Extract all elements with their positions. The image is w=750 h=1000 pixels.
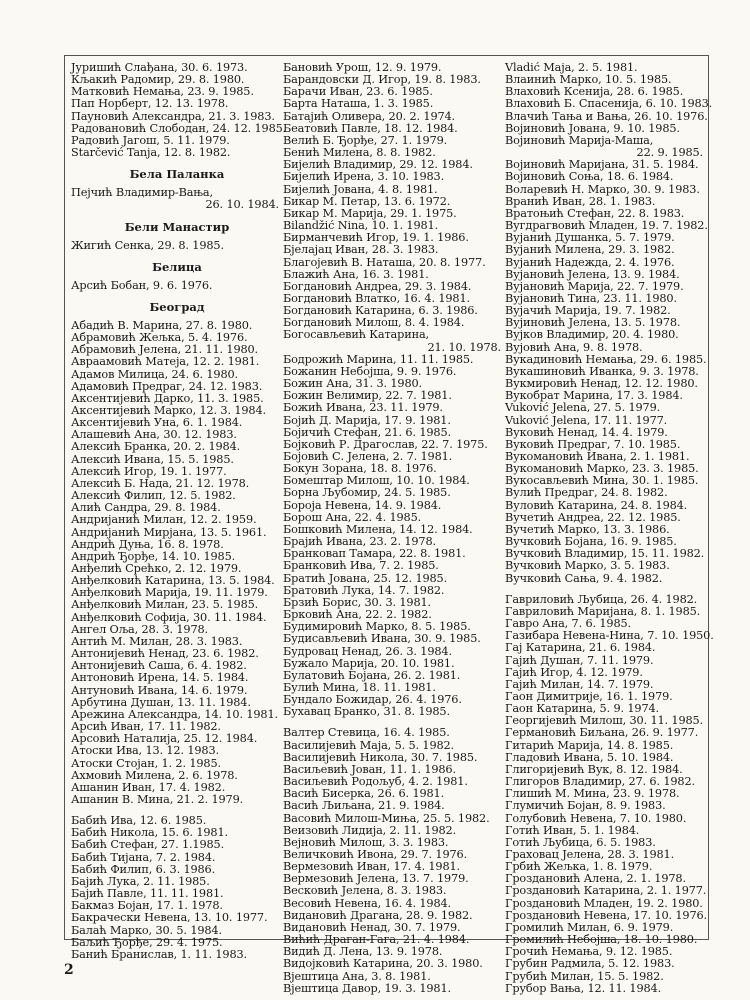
listing-entry: Гроздановић Алена, 2. 1. 1978. [505, 872, 686, 886]
listing-entry: Валтер Стевица, 16. 4. 1985. [283, 726, 450, 740]
listing-entry: Влаховић Ксенија, 28. 6. 1985. [505, 85, 684, 99]
listing-entry: Веизовић Лидија, 2. 11. 1982. [283, 823, 457, 837]
listing-entry: Вујачић Марија, 19. 7. 1982. [505, 304, 671, 318]
listing-entry: Блажић Ана, 16. 3. 1981. [283, 267, 429, 281]
listing-entry: Арсић Бобан, 9. 6. 1976. [71, 278, 213, 292]
listing-entry: Аксентијевић Марко, 12. 3. 1984. [71, 403, 266, 417]
listing-entry: Бабић Филип, 6. 3. 1986. [71, 862, 216, 876]
listing-entry: Војиновић Маријана, 31. 5. 1984. [505, 158, 699, 172]
listing-entry: Вујанић Надежда, 2. 4. 1976. [505, 255, 675, 269]
listing-entry: Гајић Игор, 4. 12. 1979. [505, 665, 643, 679]
listing-entry: Видић Д. Лена, 13. 9. 1978. [283, 945, 443, 959]
listing-entry: Батајић Оливера, 20. 2. 1974. [283, 109, 455, 123]
listing-entry: Богдановић Влатко, 16. 4. 1981. [283, 291, 470, 305]
listing-entry: Бикар М. Петар, 13. 6. 1972. [283, 194, 451, 208]
city-heading: Белица [152, 259, 202, 274]
listing-entry: Алексић Ивана, 15. 5. 1985. [71, 452, 234, 466]
listing-entry: Будимировић Марко, 8. 5. 1985. [283, 620, 471, 634]
listing-entry: Пап Норберт, 12. 13. 1978. [71, 97, 229, 111]
listing-entry: Вујановић Тина, 23. 11. 1980. [505, 291, 677, 305]
listing-entry: Бабић Тијана, 7. 2. 1984. [71, 850, 216, 864]
listing-entry: Вујановић Јелена, 13. 9. 1984. [505, 267, 680, 281]
listing-entry: Грубић Милан, 15. 5. 1982. [505, 969, 664, 983]
listing-entry: Бановић Урош, 12. 9. 1979. [283, 61, 442, 74]
listing-entry: Бојић Д. Марија, 17. 9. 1981. [283, 413, 451, 427]
listing-entry: Анђелковић Марија, 19. 11. 1979. [71, 586, 268, 600]
listing-entry: Германовић Биљана, 26. 9. 1977. [505, 726, 699, 740]
listing-entry: Вукомановић Марко, 23. 3. 1985. [505, 462, 699, 476]
listing-entry: Ашанин В. Мина, 21. 2. 1979. [71, 792, 244, 806]
listing-entry: Антоновић Ирена, 14. 5. 1984. [71, 671, 249, 685]
listing-entry: Воларевић Н. Марко, 30. 9. 1983. [505, 182, 700, 196]
listing-entry: Банић Бранислав, 1. 11. 1983. [71, 947, 247, 961]
listing-entry: Васић Љиљана, 21. 9. 1984. [283, 799, 445, 813]
listing-entry: Бојичић Стефан, 21. 6. 1985. [283, 425, 451, 439]
city-heading: Бели Манастир [124, 219, 230, 234]
listing-entry: Брковић Ана, 22. 2. 1982. [283, 608, 432, 622]
listing-entry: Богдановић Катарина, 6. 3. 1986. [283, 304, 478, 318]
listing-entry: Баљић Ђорђе, 29. 4. 1975. [71, 935, 223, 949]
listing-entry: Будисављевић Ивана, 30. 9. 1985. [283, 632, 481, 646]
listing-entry: Вукашиновић Иванка, 9. 3. 1978. [505, 364, 699, 378]
listing-entry: Гајић Душан, 7. 11. 1979. [505, 653, 654, 667]
listing-entry: Глишић М. Мина, 23. 9. 1978. [505, 787, 680, 801]
listing-entry: Величковић Ивона, 29. 7. 1976. [283, 848, 468, 861]
column-3 [505, 61, 714, 995]
listing-entry: Алексић Игор, 19. 1. 1977. [71, 464, 227, 478]
listing-entry: Бранковап Тамара, 22. 8. 1981. [283, 547, 466, 561]
listing-entry: Адамовић Предраг, 24. 12. 1983. [71, 379, 263, 393]
listing-entry: Борна Љубомир, 24. 5. 1985. [283, 486, 451, 500]
listing-entry: Вујанић Милена, 29. 3. 1982. [505, 243, 675, 257]
listing-entry: Вјештица Давор, 19. 3. 1981. [283, 981, 451, 995]
listing-entry: Арсић Иван, 17. 11. 1982. [71, 720, 221, 734]
listing-entry: Благојевић В. Наташа, 20. 8. 1977. [283, 255, 486, 269]
listing-entry: Булатовић Бојана, 26. 2. 1981. [283, 668, 461, 682]
listing-entry: Андријанић Милан, 12. 2. 1959. [71, 513, 257, 527]
listing-entry: Влаинић Марко, 10. 5. 1985. [505, 73, 672, 87]
listing-entry: Антонијевић Саша, 6. 4. 1982. [71, 659, 247, 673]
listing-entry: Вукадиновић Немања, 29. 6. 1985. [505, 352, 707, 366]
listing-entry: Vuković Jelena, 27. 5. 1979. [505, 401, 661, 415]
listing-entry: Вермезовић Иван, 17. 4. 1981. [283, 860, 460, 874]
listing-entry: Гајић Милан, 14. 7. 1979. [505, 677, 654, 691]
listing-entry: Вјештица Ана, 3. 8. 1981. [283, 969, 431, 983]
listing-entry: Беатовић Павле, 18. 12. 1984. [283, 121, 458, 135]
listing-entry: Газибара Невена-Нина, 7. 10. 1950. [505, 629, 714, 643]
listing-entry: Бужало Марија, 20. 10. 1981. [283, 656, 455, 670]
listing-entry: Адамов Милица, 24. 6. 1980. [71, 367, 238, 381]
listing-entry: Божин Ана, 31. 3. 1980. [283, 377, 422, 391]
listing-entry: Вуловић Катарина, 24. 8. 1984. [505, 498, 688, 512]
listing-entry: Громилић Милан, 6. 9. 1979. [505, 920, 674, 934]
listing-entry: Гаон Димитрије, 16. 1. 1979. [505, 689, 673, 703]
listing-entry: Васић Бисерка, 26. 6. 1981. [283, 787, 445, 801]
listing-entry: Бодрожић Марина, 11. 11. 1985. [283, 352, 474, 366]
listing-entry: Абрамовић Жељка, 5. 4. 1976. [71, 331, 248, 345]
listing-entry-date: 21. 10. 1978. [427, 340, 501, 354]
listing-entry: Гај Катарина, 21. 6. 1984. [505, 641, 656, 655]
listing-entry: Вранић Иван, 28. 1. 1983. [505, 194, 656, 208]
listing-entry: Бирманчевић Игор, 19. 1. 1986. [283, 231, 469, 245]
listing-entry: Гавриловић Маријана, 8. 1. 1985. [505, 604, 701, 618]
listing-entry: Василијевић Маја, 5. 5. 1982. [283, 738, 454, 752]
listing-entry: Вукмировић Ненад, 12. 12. 1980. [505, 377, 698, 391]
listing-entry: Барта Наташа, 1. 3. 1985. [283, 97, 434, 111]
listing-entry: Борош Ана, 22. 4. 1985. [283, 510, 422, 524]
listing-entry: Војиновић Соња, 18. 6. 1984. [505, 170, 674, 184]
listing-entry: Барачи Иван, 23. 6. 1985. [283, 85, 433, 99]
listing-entry: Јуришић Слађана, 30. 6. 1973. [71, 61, 248, 74]
listing-entry: Антић М. Милан, 28. 3. 1983. [71, 634, 243, 648]
listing-entry: Атоски Ива, 13. 12. 1983. [71, 744, 219, 758]
listing-entry: Бундало Божидар, 26. 4. 1976. [283, 693, 462, 707]
listing-entry: Starčević Tanja, 12. 8. 1982. [71, 146, 231, 160]
listing-entry-date: 26. 10. 1984. [205, 198, 279, 212]
listing-entry: Бомештар Милош, 10. 10. 1984. [283, 474, 470, 488]
listing-entry: Вујков Владимир, 20. 4. 1980. [505, 328, 679, 342]
listing-entry: Арежина Александра, 14. 10. 1981. [71, 707, 278, 721]
listing-entry: Авраамовић Матеја, 12. 2. 1981. [71, 355, 260, 369]
listing-entry: Божин Велимир, 22. 7. 1981. [283, 389, 452, 403]
listing-entry: Готић Љубица, 6. 5. 1983. [505, 835, 656, 849]
listing-entry: Алексић Б. Нада, 21. 12. 1978. [71, 476, 250, 490]
listing-entry: Будровац Ненад, 26. 3. 1984. [283, 644, 452, 658]
listing-entry: Граховац Јелена, 28. 3. 1981. [505, 848, 675, 861]
listing-entry: Бијелић Ирена, 3. 10. 1983. [283, 170, 445, 184]
listing-entry: Велић Б. Ђорђе, 27. 1. 1979. [283, 133, 448, 147]
listing-entry: Влаховић Б. Спасенија, 6. 10. 1983. [505, 97, 713, 111]
listing-entry: Вуковић Предраг, 7. 10. 1985. [505, 437, 681, 451]
listing-entry: Вучковић Сања, 9. 4. 1982. [505, 571, 663, 585]
listing-entry: Пауновић Александра, 21. 3. 1983. [71, 109, 275, 123]
listing-entry: Вукосављевић Мина, 30. 1. 1985. [505, 474, 699, 488]
listing-entry: Вучковић Бојана, 16. 9. 1985. [505, 535, 677, 549]
listing-entry: Гладовић Ивана, 5. 10. 1984. [505, 750, 674, 764]
listing-entry: Абадић В. Марина, 27. 8. 1980. [71, 318, 253, 332]
listing-entry: Вукобрат Марина, 17. 3. 1984. [505, 389, 683, 403]
listing-entry: Барандовски Д. Игор, 19. 8. 1983. [283, 73, 481, 87]
listing-entry: Гаон Катарина, 5. 9. 1974. [505, 702, 659, 716]
listing-entry: Богдановић Милош, 8. 4. 1984. [283, 316, 465, 330]
listing-entry: Радовић Јагош, 5. 11. 1979. [71, 133, 230, 147]
listing-entry: Антонијевић Ненад, 23. 6. 1982. [71, 647, 259, 661]
listing-entry: Жигић Сенка, 29. 8. 1985. [71, 238, 224, 252]
listing-entry: Бокун Зорана, 18. 8. 1976. [283, 462, 437, 476]
listing-entry: Видојковић Катарина, 20. 3. 1980. [283, 957, 483, 971]
listing-entry: Анђелић Срећко, 2. 12. 1979. [71, 562, 242, 575]
column-2 [283, 61, 505, 995]
listing-entry: Вејновић Милош, 3. 3. 1983. [283, 835, 449, 849]
listing-entry: Глигоријевић Вук, 8. 12. 1984. [505, 762, 683, 776]
listing-entry: Брзић Борис, 30. 3. 1981. [283, 595, 431, 609]
listing-entry: Бенић Милена, 8. 8. 1982. [283, 146, 436, 160]
listing-entry: Бороја Невена, 14. 9. 1984. [283, 498, 442, 512]
listing-entry: Алашевић Ана, 30. 12. 1983. [71, 428, 237, 442]
listing-entry: Bilandžić Nina, 10. 1. 1981. [283, 219, 439, 233]
listing-entry: Вучетић Андреа, 22. 12. 1985. [505, 510, 681, 524]
column-1 [71, 61, 287, 961]
listing-entry: Бошковић Милена, 14. 12. 1984. [283, 522, 473, 536]
listing-entry: Бабић Ива, 12. 6. 1985. [71, 814, 207, 828]
listing-entry: Вуковић Ненад, 14. 4. 1979. [505, 425, 668, 439]
listing-entry: Аксентијевић Дарко, 11. 3. 1985. [71, 391, 264, 405]
listing-entry: Братовић Лука, 14. 7. 1982. [283, 583, 445, 597]
listing-entry: Весовић Невена, 16. 4. 1984. [283, 896, 451, 910]
listing-entry: Весковић Јелена, 8. 3. 1983. [283, 884, 447, 898]
listing-entry: Бакмаз Бојан, 17. 1. 1978. [71, 899, 223, 913]
listing-entry: Бајић Павле, 11. 11. 1981. [71, 887, 224, 901]
listing-entry: Ангел Оља, 28. 3. 1978. [71, 622, 208, 636]
listing-entry: Бикар М. Марија, 29. 1. 1975. [283, 206, 457, 220]
listing-entry: Бојковић Р. Драгослав, 22. 7. 1975. [283, 437, 488, 451]
listing-entry: Анђелковић Катарина, 13. 5. 1984. [71, 574, 275, 588]
listing-entry: Вићић Драган-Гага, 21. 4. 1984. [283, 933, 470, 947]
city-heading: Београд [149, 299, 205, 314]
page-number: 2 [64, 962, 74, 978]
listing-entry: Алексић Бранка, 20. 2. 1984. [71, 440, 241, 454]
listing-entry: Антуновић Ивана, 14. 6. 1979. [71, 683, 248, 697]
listing-entry: Гроздановић Младен, 19. 2. 1980. [505, 896, 703, 910]
listing-entry: Видановић Ненад, 30. 7. 1979. [283, 920, 461, 934]
listing-entry: Васовић Милош-Миња, 25. 5. 1982. [283, 811, 490, 825]
listing-entry: Видановић Драгана, 28. 9. 1982. [283, 908, 473, 922]
listing-entry: Абрамовић Јелена, 21. 11. 1980. [71, 343, 258, 357]
listing-entry: Гавриловић Љубица, 26. 4. 1982. [505, 592, 698, 606]
listing-entry: Атоски Стојан, 1. 2. 1985. [71, 756, 221, 770]
listing-entry: Бјелајац Иван, 28. 3. 1983. [283, 243, 439, 257]
listing-entry: Вучетић Марко, 13. 3. 1986. [505, 522, 670, 536]
listing-entry: Бабић Никола, 15. 6. 1981. [71, 826, 228, 840]
listing-entry: Вермезовић Јелена, 13. 7. 1979. [283, 872, 469, 886]
listing-entry: Пејчић Владимир-Вања, 26. 10. 1984. [71, 187, 283, 211]
listing-entry: Братић Јована, 25. 12. 1985. [283, 571, 448, 585]
listing-entry: Матковић Немања, 23. 9. 1985. [71, 85, 254, 99]
listing-entry: Васиљевић Родољуб, 4. 2. 1981. [283, 775, 468, 789]
listing-entry: Ашанин Иван, 17. 4. 1982. [71, 780, 226, 794]
listing-entry: Глумичић Бојан, 8. 9. 1983. [505, 799, 666, 813]
listing-entry: Андрић Дуња, 16. 8. 1978. [71, 537, 224, 551]
listing-entry: Бабић Стефан, 27. 1.1985. [71, 838, 225, 852]
listing-entry: Гавро Ана, 7. 6. 1985. [505, 617, 631, 631]
listing-entry: Вучковић Марко, 3. 5. 1983. [505, 559, 670, 573]
city-heading: Бела Паланка [129, 167, 225, 182]
listing-entry: Бијелић Владимир, 29. 12. 1984. [283, 158, 473, 172]
listing-entry: Васиљевић Јован, 11. 1. 1986. [283, 762, 456, 776]
listing-entry: Бакрачески Невена, 13. 10. 1977. [71, 911, 268, 925]
listing-entry: Анђелковић Софија, 30. 11. 1984. [71, 610, 267, 624]
listing-entry: Бојовић С. Јелена, 2. 7. 1981. [283, 450, 453, 463]
listing-entry: Андрић Ђорђе, 14. 10. 1985. [71, 549, 236, 563]
listing-entry: Војиновић Јована, 9. 10. 1985. [505, 121, 680, 135]
listing-entry: Анђелковић Милан, 23. 5. 1985. [71, 598, 259, 612]
listing-entry: Георгијевић Милош, 30. 11. 1985. [505, 714, 704, 728]
listing-entry: Ахмовић Милена, 2. 6. 1978. [71, 768, 238, 782]
listing-entry: Божанин Небојша, 9. 9. 1976. [283, 364, 457, 378]
listing-entry: Андријанић Мирјана, 13. 5. 1961. [71, 525, 267, 539]
listing-entry: Алексић Филип, 12. 5. 1982. [71, 489, 236, 503]
listing-entry: Бајић Лука, 2. 11. 1985. [71, 874, 210, 888]
listing-entry: Vuković Jelena, 17. 11. 1977. [505, 413, 668, 427]
listing-entry: Вујанић Душанка, 5. 7. 1979. [505, 231, 675, 245]
listing-entry: Арсовић Наталија, 25. 12. 1984. [71, 732, 258, 746]
listing-entry: Грочић Немања, 9. 12. 1985. [505, 945, 673, 959]
listing-entry: Влачић Тања и Вања, 26. 10. 1976. [505, 109, 708, 123]
listing-entry: Вратоњић Стефан, 22. 8. 1983. [505, 206, 685, 220]
listing-entry: Балаћ Марко, 30. 5. 1984. [71, 923, 222, 937]
listing-entry: Василијевић Никола, 30. 7. 1985. [283, 750, 478, 764]
listing-entry: Радовановић Слободан, 24. 12. 1985. [71, 121, 287, 135]
listing-entry: Вукомановић Ивана, 2. 1. 1981. [505, 450, 690, 463]
listing-entry: Војиновић Марија-Маша, 22. 9. 1985. [505, 135, 707, 159]
listing-entry: Грубин Радмила, 5. 12. 1983. [505, 957, 675, 971]
listing-entry: Вујановић Марија, 22. 7. 1979. [505, 279, 684, 293]
listing-entry: Голубовић Невена, 7. 10. 1980. [505, 811, 687, 825]
listing-entry: Бијелић Јована, 4. 8. 1981. [283, 182, 438, 196]
listing-entry: Вујовић Ана, 9. 8. 1978. [505, 340, 643, 354]
listing-entry: Вучковић Владимир, 15. 11. 1982. [505, 547, 705, 561]
listing-entry: Бухавац Бранко, 31. 8. 1985. [283, 705, 450, 719]
listing-entry: Вујиновић Јелена, 13. 5. 1978. [505, 316, 681, 330]
listing-entry: Глигоров Владимир, 27. 6. 1982. [505, 775, 695, 789]
listing-entry-date: 22. 9. 1985. [636, 146, 703, 160]
listing-entry: Громилић Небојша, 18. 10. 1980. [505, 933, 698, 947]
listing-entry: Готић Иван, 5. 1. 1984. [505, 823, 640, 837]
listing-entry: Vladić Maja, 2. 5. 1981. [505, 61, 638, 74]
listing-entry: Грубор Вања, 12. 11. 1984. [505, 981, 662, 995]
listing-entry: Вулић Предраг, 24. 8. 1982. [505, 486, 668, 500]
listing-entry: Гроздановић Невена, 17. 10. 1976. [505, 908, 707, 922]
listing-entry: Гроздановић Катарина, 2. 1. 1977. [505, 884, 707, 898]
listing-entry: Грбић Жељка, 1. 8. 1979. [505, 860, 653, 874]
listing-entry: Божић Ивана, 23. 11. 1979. [283, 401, 443, 415]
listing-entry: Богдановић Андреа, 29. 3. 1984. [283, 279, 472, 293]
listing-entry: Брајић Ивана, 23. 2. 1978. [283, 535, 436, 549]
listing-entry: Богосављевић Катарина, 21. 10. 1978. [283, 329, 505, 353]
listing-entry: Кљакић Радомир, 29. 8. 1980. [71, 73, 245, 87]
listing-entry: Аксентијевић Уна, 6. 1. 1984. [71, 416, 243, 430]
page-frame [64, 55, 714, 995]
listing-entry: Гитарић Марија, 14. 8. 1985. [505, 738, 674, 752]
listing-entry: Арбутина Душан, 13. 11. 1984. [71, 695, 251, 709]
listing-entry: Бранковић Ива, 7. 2. 1985. [283, 559, 439, 573]
listing-entry: Алић Сандра, 29. 8. 1984. [71, 501, 221, 515]
listing-entry: Булић Мина, 18. 11. 1981. [283, 680, 436, 694]
listing-entry: Вугдрагвовић Младен, 19. 7. 1982. [505, 219, 708, 233]
